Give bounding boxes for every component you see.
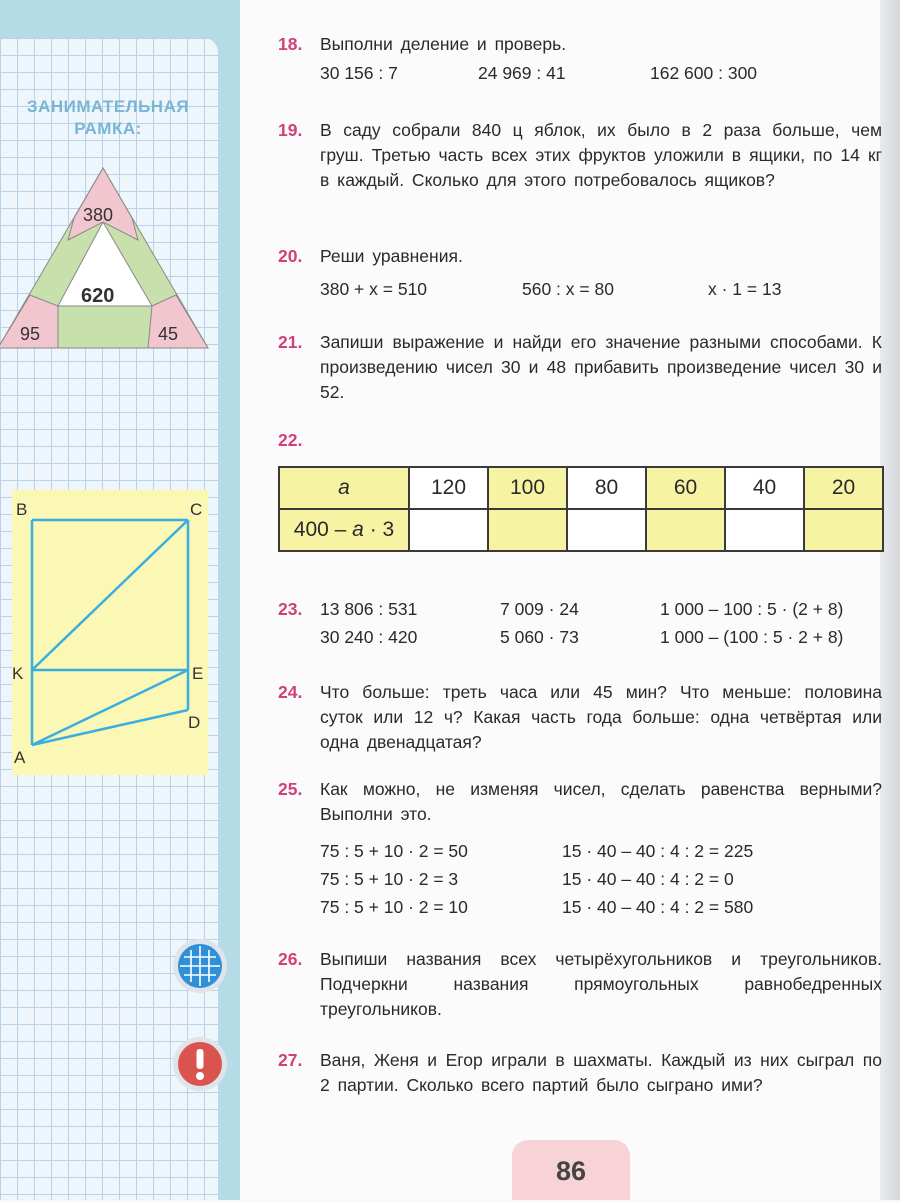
table-cell: 40 [725, 467, 804, 509]
task-19 [278, 118, 882, 193]
table-cell: 100 [488, 467, 567, 509]
expression: 1 000 – (100 : 5 · 2 + 8) [660, 627, 844, 647]
table-empty-cell [409, 509, 488, 551]
task-text: Выполни деление и проверь. [320, 34, 567, 54]
equality: 15 · 40 – 40 : 4 : 2 = 0 [562, 869, 734, 889]
expression: 162 600 : 300 [650, 63, 758, 83]
equality: 15 · 40 – 40 : 4 : 2 = 225 [562, 841, 754, 861]
value-table [278, 466, 884, 552]
equation: x · 1 = 13 [708, 279, 782, 299]
task-text: Выпиши названия всех четырёхугольников и треугольников. Подчеркни названия прямоугольных равнобедренных треугольников. [320, 949, 882, 1019]
task-number: 18. [278, 34, 303, 54]
expression: 30 156 : 7 [320, 63, 398, 83]
expression: 5 060 · 73 [500, 627, 579, 647]
equality: 15 · 40 – 40 : 4 : 2 = 580 [562, 897, 754, 917]
point-e-label: E [192, 664, 204, 683]
table-empty-cell [567, 509, 646, 551]
expression: 30 240 : 420 [320, 627, 418, 647]
point-k-label: K [12, 664, 24, 683]
table-empty-cell [488, 509, 567, 551]
equation: 380 + x = 510 [320, 279, 428, 299]
task-number: 21. [278, 332, 303, 352]
task-18 [278, 32, 882, 89]
page-number: 86 [512, 1140, 630, 1200]
triangle-center-number: 620 [81, 285, 115, 307]
task-number: 25. [278, 779, 303, 799]
table-cell: 60 [646, 467, 725, 509]
table-expression: 400 – a · 3 [279, 509, 409, 551]
frame-title: ЗАНИМАТЕЛЬНАЯ РАМКА: [26, 97, 190, 138]
task-number: 20. [278, 246, 303, 266]
task-text: Что больше: треть часа или 45 мин? Что меньше: половина суток или 12 ч? Какая часть года больше: одна четвёртая или одна двенадцатая? [320, 682, 882, 752]
task-text: Реши уравнения. [320, 246, 463, 266]
table-cell: 80 [567, 467, 646, 509]
task-text: В саду собрали 840 ц яблок, их было в 2 раза больше, чем груш. Третью часть всех этих фруктов уложили в ящики, по 14 кг в каждый. Сколько для этого потребовалось ящиков? [320, 120, 882, 190]
expression: 7 009 · 24 [500, 599, 579, 619]
triangle-right-number: 45 [158, 324, 179, 344]
triangle-left-number: 95 [20, 324, 41, 344]
geometry-figure [0, 490, 215, 775]
task-number: 19. [278, 120, 303, 140]
expression: 13 806 : 531 [320, 599, 418, 619]
task-number: 24. [278, 682, 303, 702]
task-27 [278, 1048, 882, 1098]
table-header-a: a [279, 467, 409, 509]
task-26 [278, 947, 882, 1022]
sidebar [0, 0, 240, 1200]
point-c-label: C [190, 500, 203, 519]
task-24 [278, 680, 882, 755]
equation: 560 : x = 80 [522, 279, 614, 299]
task-23 [278, 597, 882, 653]
table-cell: 20 [804, 467, 883, 509]
task-text: Запиши выражение и найди его значение разными способами. К произведению чисел 30 и 48 прибавить произведение чисел 30 и 52. [320, 332, 882, 402]
page-edge [880, 0, 900, 1200]
task-number: 23. [278, 599, 303, 619]
point-a-label: A [14, 748, 26, 767]
task-25 [278, 777, 882, 923]
task-21 [278, 330, 882, 405]
equality: 75 : 5 + 10 · 2 = 3 [320, 869, 459, 889]
triangle-top-number: 380 [83, 205, 114, 225]
expression: 24 969 : 41 [478, 63, 566, 83]
point-d-label: D [188, 713, 201, 732]
task-20 [278, 244, 882, 305]
point-b-label: B [16, 500, 28, 519]
exclamation-icon [172, 1036, 228, 1092]
expression: 1 000 – 100 : 5 · (2 + 8) [660, 599, 844, 619]
grid-globe-icon [172, 938, 228, 994]
task-number: 26. [278, 949, 303, 969]
table-empty-cell [804, 509, 883, 551]
task-number: 27. [278, 1050, 303, 1070]
table-empty-cell [646, 509, 725, 551]
equality: 75 : 5 + 10 · 2 = 50 [320, 841, 468, 861]
task-number: 22. [278, 430, 303, 450]
table-empty-cell [725, 509, 804, 551]
table-cell: 120 [409, 467, 488, 509]
equality: 75 : 5 + 10 · 2 = 10 [320, 897, 468, 917]
task-text: Как можно, не изменяя чисел, сделать равенства верными? Выполни это. [320, 779, 882, 824]
task-text: Ваня, Женя и Егор играли в шахматы. Каждый из них сыграл по 2 партии. Сколько всего партий было сыграно ими? [320, 1050, 882, 1095]
